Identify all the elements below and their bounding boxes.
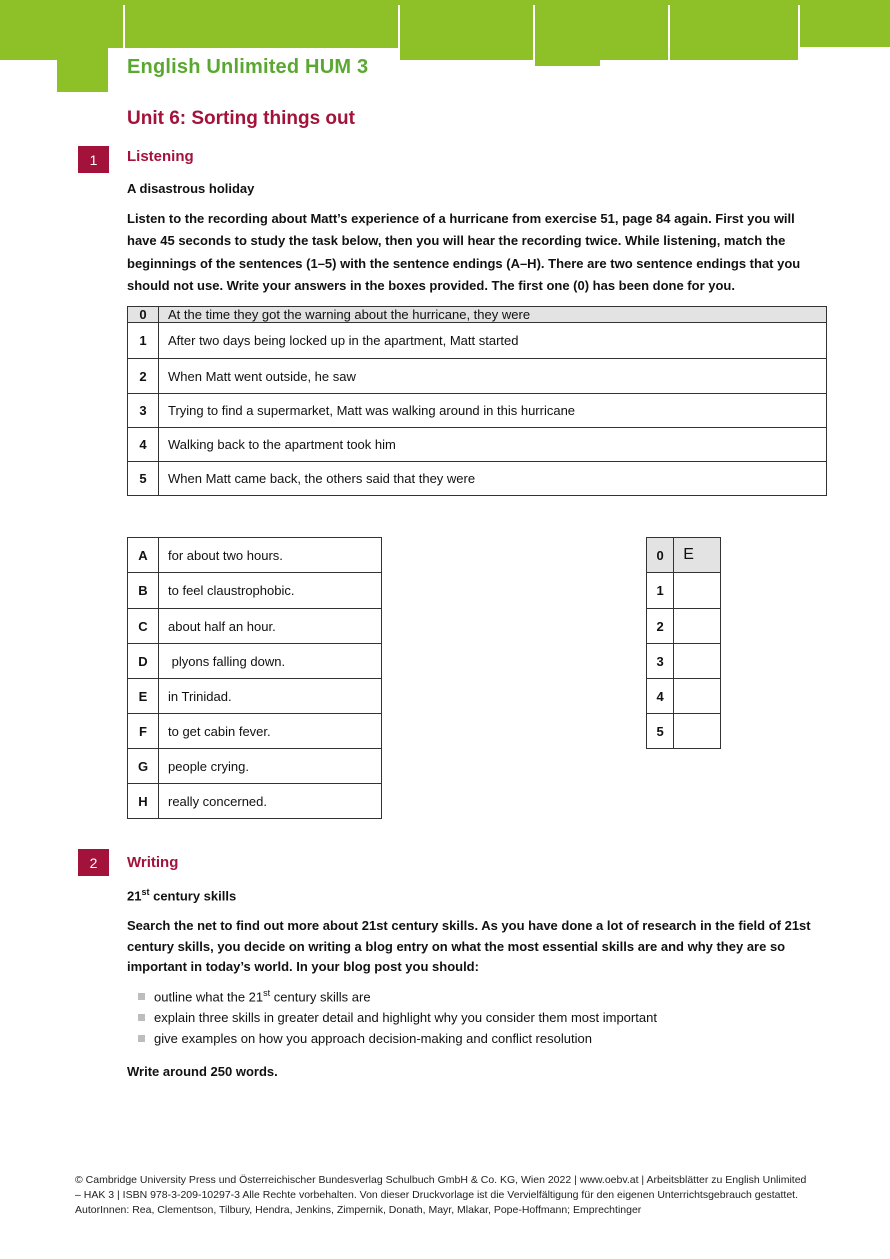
bullet-text: give examples on how you approach decision-making and conflict resolution (154, 1031, 592, 1046)
list-item (138, 1007, 657, 1028)
unit-title: Unit 6: Sorting things out (127, 108, 355, 129)
ending-letter: B (128, 573, 159, 609)
ending-text: people crying. (159, 749, 382, 784)
sentence-endings-table (127, 537, 382, 819)
answer-number: 1 (647, 573, 674, 609)
footer-copyright: © Cambridge University Press und Österreichischer Bundesverlag Schulbuch GmbH & Co. KG, Wien 2022 | www.oebv.at | Arbeitsblätter zu English Unlimited – HAK 3 | ISBN 978-3-209-10297-3 Alle Rechte vorbehalten. Von dieser Druckvorlage ist die Vervielfältigung für den eigenen Unterrichtsgebrauch gestattet. (75, 1174, 807, 1201)
table-row (647, 573, 721, 609)
answer-box[interactable]: E (674, 538, 721, 573)
answer-number: 2 (647, 609, 674, 644)
ending-text: to feel claustrophobic. (159, 573, 382, 609)
table-row (647, 538, 721, 573)
ending-letter: D (128, 644, 159, 679)
ending-text: to get cabin fever. (159, 714, 382, 749)
footer-authors: AutorInnen: Rea, Clementson, Tilbury, Hendra, Jenkins, Zimpernik, Donath, Mayr, Mlakar, Pope-Hoffmann; Emprechtinger (75, 1204, 642, 1216)
header-band (0, 0, 890, 95)
table-row (128, 679, 382, 714)
stem-number: 4 (128, 428, 159, 462)
ending-text: in Trinidad. (159, 679, 382, 714)
bullet-text: explain three skills in greater detail and highlight why you consider them most important (154, 1010, 657, 1025)
exercise-number-1: 1 (78, 146, 109, 173)
stem-text: Walking back to the apartment took him (159, 428, 827, 462)
exercise1-subtitle: A disastrous holiday (127, 181, 255, 196)
exercise2-subtitle (127, 887, 236, 903)
bullet-text (154, 988, 371, 1004)
stem-number: 1 (128, 323, 159, 359)
footer (75, 1173, 815, 1218)
answer-number: 0 (647, 538, 674, 573)
stem-text: When Matt came back, the others said that they were (159, 462, 827, 496)
table-row (128, 307, 827, 323)
subtitle-superscript: st (141, 887, 150, 897)
exercise2-instructions: Search the net to find out more about 21st century skills. As you have done a lot of research in the field of 21st century skills, you decide on writing a blog entry on what the most essential skills are and why they are so important in today’s world. In your blog post you should: (127, 918, 811, 974)
table-row (128, 784, 382, 819)
stem-number: 0 (128, 307, 159, 323)
answer-box[interactable] (674, 609, 721, 644)
answer-box[interactable] (674, 714, 721, 749)
sentence-beginnings-table (127, 306, 827, 496)
bullet-text-part: century skills are (270, 989, 371, 1005)
section-title-writing: Writing (127, 854, 179, 871)
ending-letter: C (128, 609, 159, 644)
ending-text: for about two hours. (159, 538, 382, 573)
list-item (138, 1028, 657, 1049)
square-bullet-icon (138, 1014, 145, 1021)
bullet-text-part: outline what the 21 (154, 989, 264, 1005)
square-bullet-icon (138, 993, 145, 1000)
table-row (647, 679, 721, 714)
stem-text: Trying to find a supermarket, Matt was walking around in this hurricane (159, 394, 827, 428)
stem-text: At the time they got the warning about the hurricane, they were (159, 307, 827, 323)
ending-letter: A (128, 538, 159, 573)
answer-boxes-table (646, 537, 721, 749)
stem-number: 2 (128, 359, 159, 394)
ending-letter: E (128, 679, 159, 714)
stem-text: After two days being locked up in the apartment, Matt started (159, 323, 827, 359)
answer-box[interactable] (674, 679, 721, 714)
table-row (128, 644, 382, 679)
exercise-number-2: 2 (78, 849, 109, 876)
ending-text: really concerned. (159, 784, 382, 819)
table-row (128, 323, 827, 359)
ending-text: plyons falling down. (159, 644, 382, 679)
answer-number: 5 (647, 714, 674, 749)
subtitle-rest: century skills (149, 888, 237, 904)
stem-text: When Matt went outside, he saw (159, 359, 827, 394)
table-row (647, 714, 721, 749)
table-row (128, 714, 382, 749)
ending-letter: G (128, 749, 159, 784)
table-row (128, 749, 382, 784)
section-title-listening: Listening (127, 148, 194, 165)
answer-box[interactable] (674, 644, 721, 679)
table-row (128, 609, 382, 644)
answer-number: 3 (647, 644, 674, 679)
stem-number: 3 (128, 394, 159, 428)
list-item (138, 986, 657, 1007)
table-row (128, 359, 827, 394)
square-bullet-icon (138, 1035, 145, 1042)
table-row (128, 462, 827, 496)
table-row (128, 573, 382, 609)
exercise1-instructions: Listen to the recording about Matt’s experience of a hurricane from exercise 51, page 84 again. First you will have 45 seconds to study the task below, then you will hear the recording twice. While listening, match the beginnings of the sentences (1–5) with the sentence endings (A–H). There are two sentence endings that you should not use. Write your answers in the boxes provided. The first one (0) has been done for you. (127, 211, 801, 293)
ending-text: about half an hour. (159, 609, 382, 644)
word-count-instruction: Write around 250 words. (127, 1064, 278, 1079)
table-row (128, 538, 382, 573)
header-title: English Unlimited HUM 3 (127, 56, 369, 78)
bullet-list (138, 986, 657, 1049)
ending-letter: F (128, 714, 159, 749)
table-row (128, 428, 827, 462)
ending-letter: H (128, 784, 159, 819)
answer-number: 4 (647, 679, 674, 714)
table-row (647, 644, 721, 679)
stem-number: 5 (128, 462, 159, 496)
table-row (647, 609, 721, 644)
bullet-superscript: st (263, 988, 271, 999)
subtitle-number: 21 (127, 888, 142, 904)
table-row (128, 394, 827, 428)
answer-box[interactable] (674, 573, 721, 609)
